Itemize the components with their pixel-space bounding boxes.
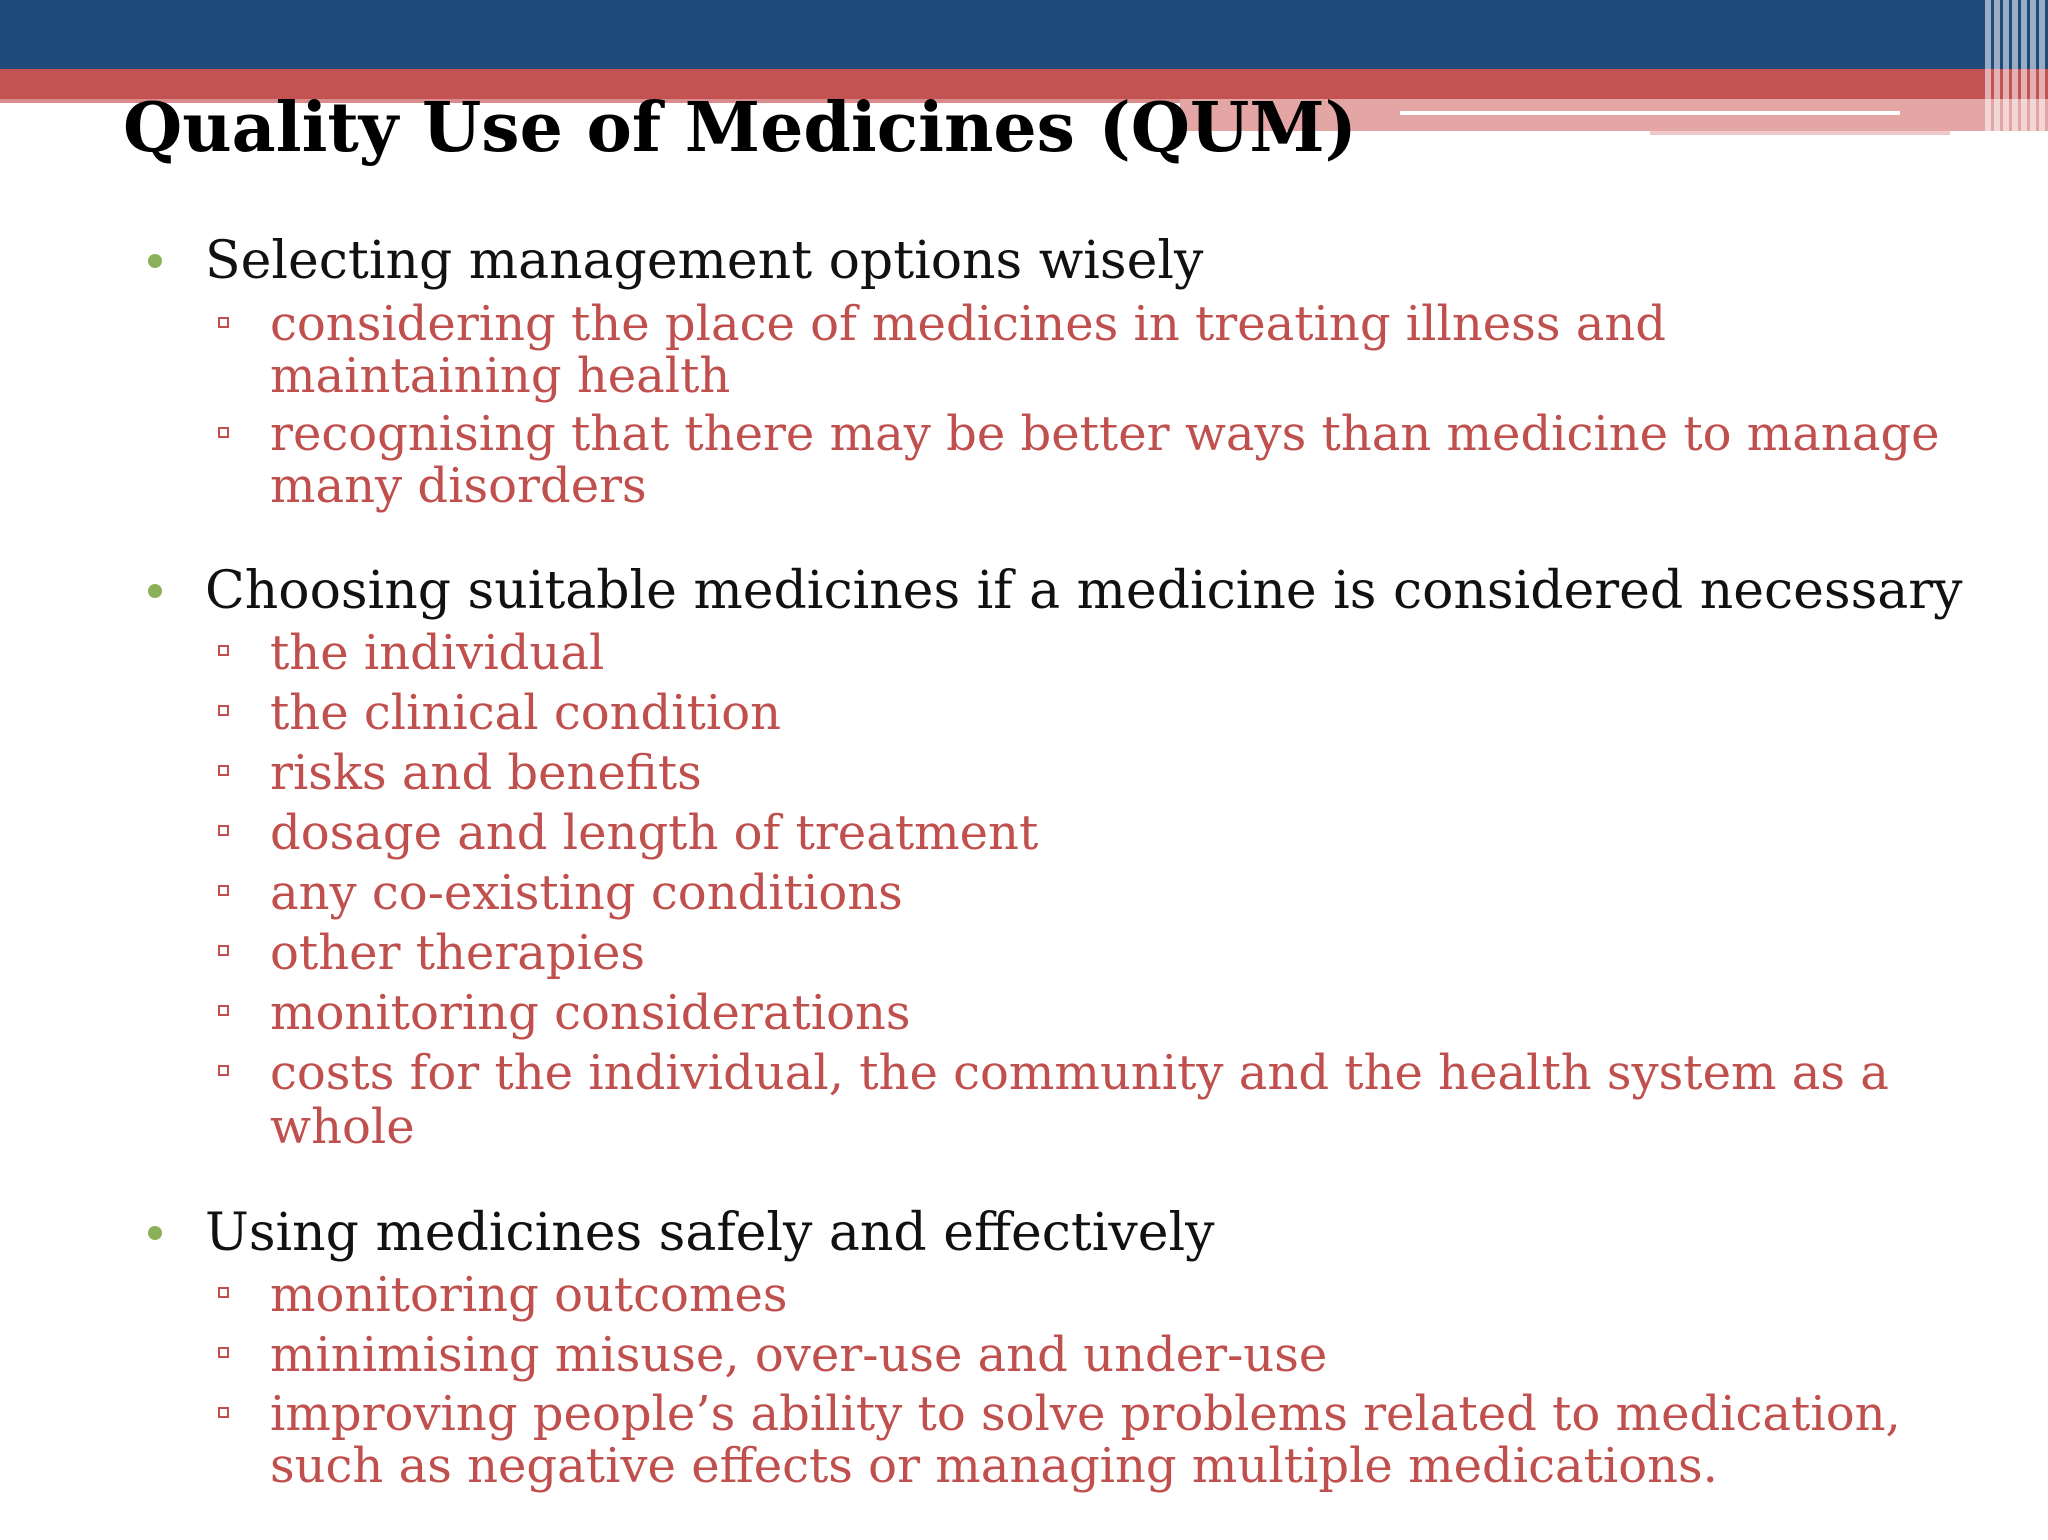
sub-bullet: minimising misuse, over-use and under-use xyxy=(0,1328,2048,1382)
sub-bullet: monitoring outcomes xyxy=(0,1268,2048,1322)
green-bullet-icon xyxy=(148,1226,162,1240)
bullet-heading: Choosing suitable medicines if a medicine is considered necessary xyxy=(0,560,2048,622)
sub-bullet: other therapies xyxy=(0,926,2048,980)
square-bullet-icon xyxy=(218,1347,229,1358)
sub-bullet: dosage and length of treatment xyxy=(0,806,2048,860)
bullet-heading: Using medicines safely and effectively xyxy=(0,1202,2048,1264)
square-bullet-icon xyxy=(218,1287,229,1298)
bullet-heading: Selecting management options wisely xyxy=(0,230,2048,292)
section-management-options xyxy=(0,230,2048,512)
sub-bullet: costs for the individual, the community and the health system as a whole xyxy=(0,1046,2048,1154)
sub-bullet: the clinical condition xyxy=(0,686,2048,740)
sub-bullet: recognising that there may be better ways than medicine to manage many disorders xyxy=(0,408,2048,512)
header-white-line xyxy=(1400,111,1900,115)
square-bullet-icon xyxy=(218,1065,229,1076)
green-bullet-icon xyxy=(148,584,162,598)
slide-title: Quality Use of Medicines (QUM) xyxy=(123,88,1357,168)
square-bullet-icon xyxy=(218,317,229,328)
header-stripes xyxy=(1985,0,2048,140)
square-bullet-icon xyxy=(218,885,229,896)
header-pink-line xyxy=(1650,131,1950,135)
sub-bullet: risks and benefits xyxy=(0,746,2048,800)
square-bullet-icon xyxy=(218,705,229,716)
square-bullet-icon xyxy=(218,825,229,836)
sub-bullet: any co-existing conditions xyxy=(0,866,2048,920)
green-bullet-icon xyxy=(148,254,162,268)
square-bullet-icon xyxy=(218,427,229,438)
sub-bullet: the individual xyxy=(0,626,2048,680)
square-bullet-icon xyxy=(218,1407,229,1418)
square-bullet-icon xyxy=(218,645,229,656)
square-bullet-icon xyxy=(218,945,229,956)
sub-bullet: considering the place of medicines in treating illness and maintaining health xyxy=(0,298,2048,402)
header-band-blue xyxy=(0,0,2048,69)
slide-content xyxy=(0,230,2048,1540)
section-using-medicines xyxy=(0,1202,2048,1492)
section-choosing-medicines xyxy=(0,560,2048,1154)
square-bullet-icon xyxy=(218,1005,229,1016)
sub-bullet: monitoring considerations xyxy=(0,986,2048,1040)
sub-bullet: improving people’s ability to solve problems related to medication, such as negative effects or managing multiple medications. xyxy=(0,1388,2048,1492)
square-bullet-icon xyxy=(218,765,229,776)
